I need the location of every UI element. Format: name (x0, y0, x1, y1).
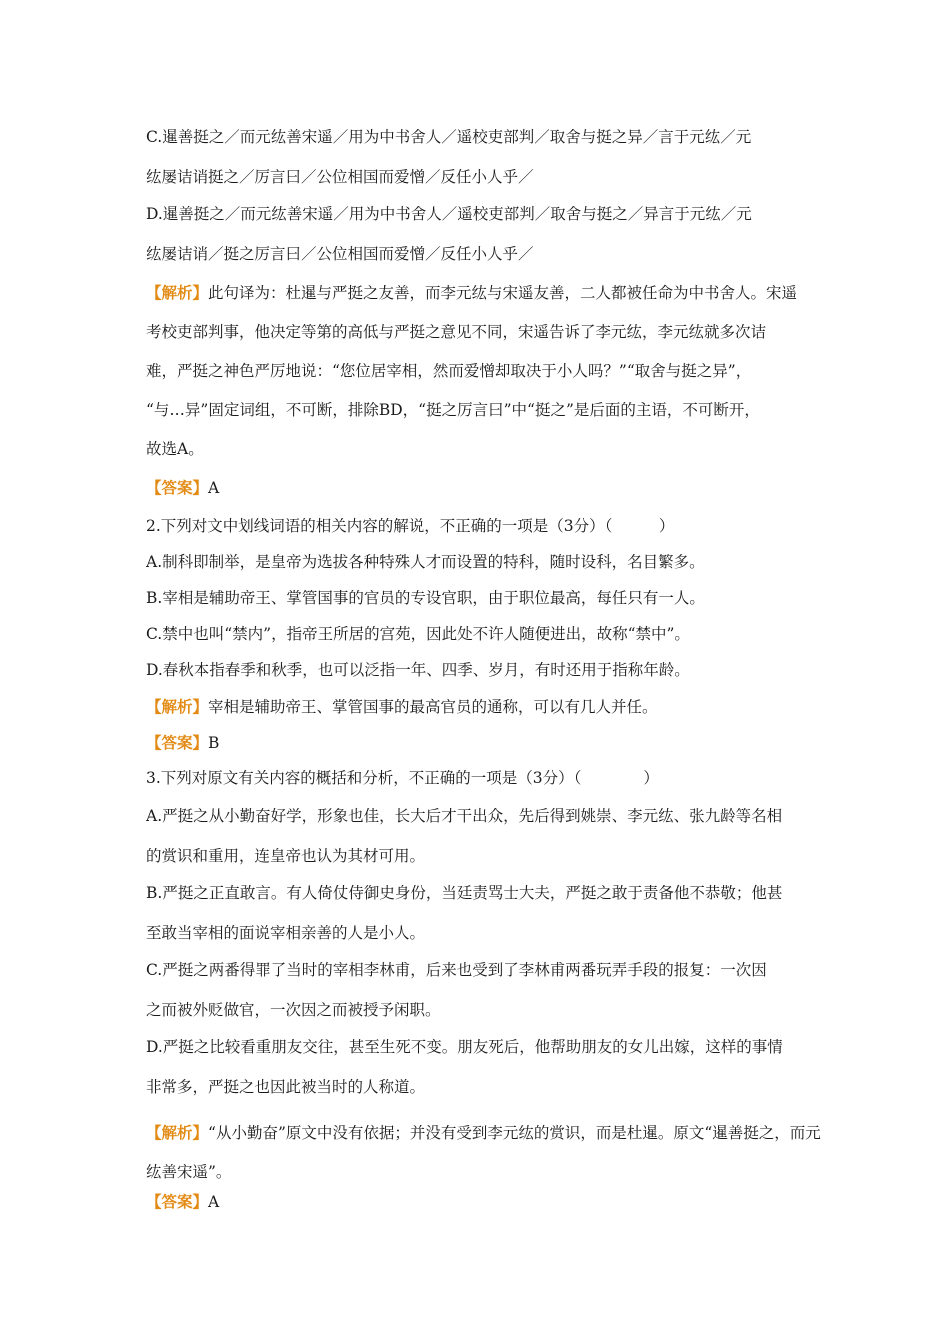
q1-analysis-line1 (146, 282, 832, 304)
q1-analysis-text: 此句译为：杜暹与严挺之友善，而李元纮与宋遥友善，二人都被任命为中书舍人。宋遥 (208, 284, 798, 302)
q3-option-d-line1: D.严挺之比较看重朋友交往，甚至生死不变。朋友死后，他帮助朋友的女儿出嫁，这样的事情 (146, 1038, 783, 1056)
q1-analysis-line4: “与…异”固定词组，不可断，排除BD，“挺之厉言曰”中“挺之”是后面的主语，不可断开， (146, 401, 760, 419)
analysis-tag: 【解析】 (146, 697, 209, 716)
answer-tag: 【答案】 (146, 1192, 209, 1211)
q2-analysis (146, 696, 832, 718)
q1-analysis-line3: 难，严挺之神色严厉地说：“您位居宰相，然而爱憎却取决于小人吗？”“取舍与挺之异”， (146, 362, 752, 380)
q3-stem: 3.下列对原文有关内容的概括和分析，不正确的一项是（3分）（ ） (146, 769, 659, 787)
q2-analysis-text: 宰相是辅助帝王、掌管国事的最高官员的通称，可以有几人并任。 (208, 698, 658, 716)
q3-analysis (146, 1113, 832, 1191)
q1-option-c-line2: 纮屡诘诮挺之／厉言曰／公位相国而爱憎／反任小人乎／ (146, 168, 534, 186)
q3-option-b-line1: B.严挺之正直敢言。有人倚仗侍御史身份，当廷责骂士大夫，严挺之敢于责备他不恭敬；他甚 (146, 884, 783, 902)
analysis-tag: 【解析】 (146, 1123, 209, 1142)
q1-analysis-line2: 考校吏部判事，他决定等第的高低与严挺之意见不同，宋遥告诉了李元纮，李元纮就多次诘 (146, 323, 767, 341)
q3-answer (146, 1191, 832, 1213)
answer-tag: 【答案】 (146, 478, 209, 497)
q3-option-a-line2: 的赏识和重用，连皇帝也认为其材可用。 (146, 847, 426, 865)
q3-option-c-line2: 之而被外贬做官，一次因之而被授予闲职。 (146, 1001, 441, 1019)
q3-option-b-line2: 至敢当宰相的面说宰相亲善的人是小人。 (146, 924, 426, 942)
q1-analysis-line5: 故选A。 (146, 440, 204, 458)
q1-answer-value: A (208, 479, 220, 497)
q3-option-d-line2: 非常多，严挺之也因此被当时的人称道。 (146, 1078, 426, 1096)
q3-option-c-line1: C.严挺之两番得罪了当时的宰相李林甫，后来也受到了李林甫两番玩弄手段的报复：一次因 (146, 961, 767, 979)
q1-answer (146, 477, 832, 499)
q2-answer-value: B (208, 734, 220, 752)
q3-answer-value: A (208, 1193, 220, 1211)
q1-option-d-line1: D.暹善挺之／而元纮善宋遥／用为中书舍人／遥校吏部判／取舍与挺之／异言于元纮／元 (146, 205, 752, 223)
q3-analysis-text: “从小勤奋”原文中没有依据；并没有受到李元纮的赏识，而是杜暹。原文“暹善挺之，而元纮善宋遥”。 (146, 1124, 821, 1181)
q2-stem: 2.下列对文中划线词语的相关内容的解说，不正确的一项是（3分）（ ） (146, 517, 675, 535)
q1-option-d-line2: 纮屡诘诮／挺之厉言曰／公位相国而爱憎／反任小人乎／ (146, 245, 534, 263)
answer-tag: 【答案】 (146, 733, 209, 752)
q2-option-a: A.制科即制举，是皇帝为选拔各种特殊人才而设置的特科，随时设科，名目繁多。 (146, 553, 705, 571)
q3-option-a-line1: A.严挺之从小勤奋好学，形象也佳，长大后才干出众，先后得到姚崇、李元纮、张九龄等名相 (146, 807, 783, 825)
q1-option-c-line1: C.暹善挺之／而元纮善宋遥／用为中书舍人／遥校吏部判／取舍与挺之异／言于元纮／元 (146, 128, 752, 146)
q2-option-b: B.宰相是辅助帝王、掌管国事的官员的专设官职，由于职位最高，每任只有一人。 (146, 589, 705, 607)
analysis-tag: 【解析】 (146, 283, 209, 302)
q2-option-d: D.春秋本指春季和秋季，也可以泛指一年、四季、岁月，有时还用于指称年龄。 (146, 661, 690, 679)
q2-answer (146, 732, 832, 754)
q2-option-c: C.禁中也叫“禁内”，指帝王所居的宫苑，因此处不许人随便进出，故称“禁中”。 (146, 625, 690, 643)
